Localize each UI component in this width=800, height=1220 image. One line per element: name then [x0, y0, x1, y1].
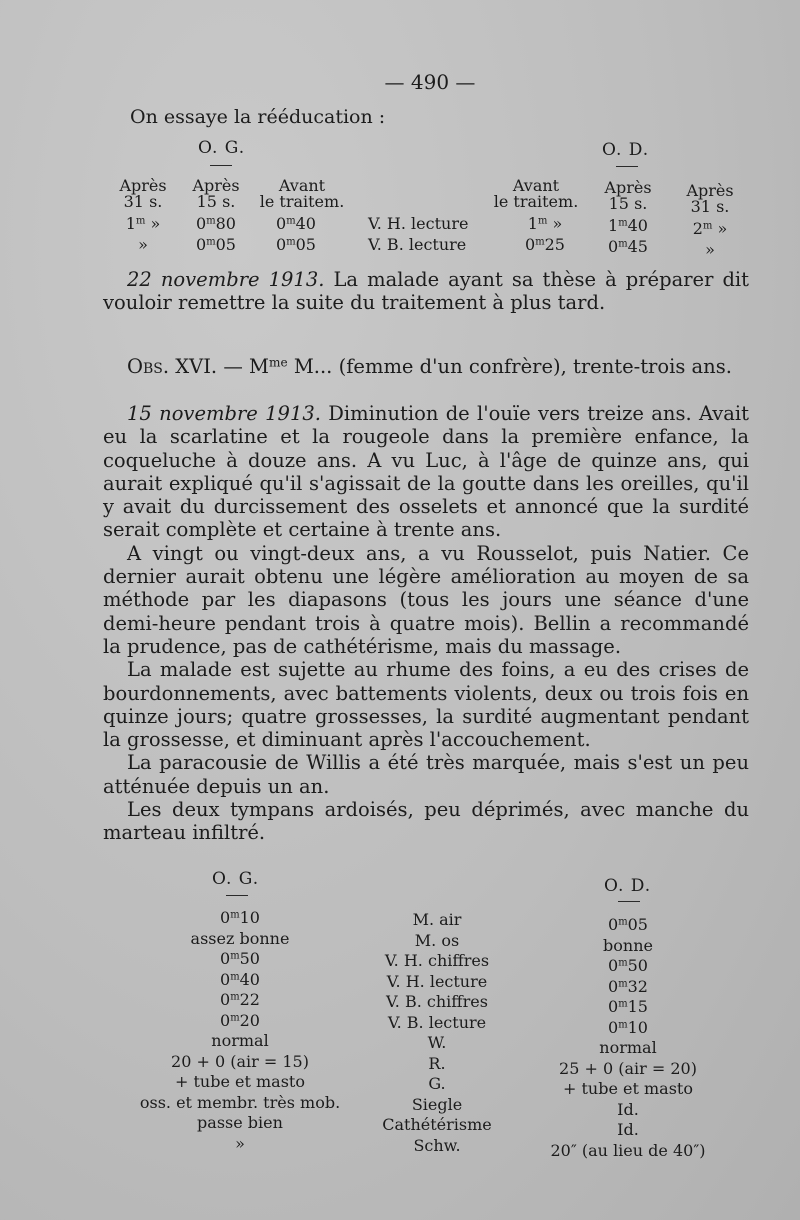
table1-od-rule	[616, 166, 638, 167]
t1-left-col1-r2: »	[138, 235, 148, 254]
table2-right-cell: 0$^m$32	[608, 976, 648, 996]
table2-og-header: O. G.	[212, 869, 260, 889]
table2-left-cell: normal	[211, 1031, 269, 1050]
t1-right-col2-r2: 0$^m$45	[608, 237, 648, 256]
table2-left-cell: passe bien	[197, 1113, 283, 1132]
table2-og-rule	[226, 895, 248, 896]
t1-right-col2-h1: Après	[604, 178, 652, 197]
table2-right-cell: normal	[599, 1038, 657, 1057]
table2-right-cell: bonne	[603, 935, 653, 955]
table2-left-cell: 0$^m$10	[220, 908, 260, 927]
para-rhume: La malade est sujette au rhume des foins, a eu des crises de bourdonnements, avec battements violents, deux ou trois fois en quinze jours; quatre grossesses, la surdité augmentant pendant la grossesse, et diminuant après l'accouchement.	[103, 658, 749, 752]
table2-right-cell: 0$^m$05	[608, 915, 648, 934]
table2-mid-cell: R.	[428, 1053, 446, 1073]
table2-right-cell: Id.	[617, 1099, 639, 1119]
para2-text: Diminution de l'ouïe vers treize ans. Avait eu la scarlatine et la rougeole dans la première enfance, la coqueluche à douze ans. A vu Luc, à l'âge de quinze ans, qui aurait expliqué qu'il s'agissait de la goutte dans les oreilles, qu'il y avait du durcissement des osselets et annoncé que la surdité serait complète et certaine à trente ans.	[103, 402, 749, 542]
para-rousselot: A vingt ou vingt-deux ans, a vu Rousselot, puis Natier. Ce dernier aurait obtenu une légère amélioration au moyen de sa méthode par les diapasons (tous les jours une séance d'une demi-heure pendant trois à quatre mois). Bellin a recommandé la prudence, pas de cathétérisme, mais du massage.	[103, 541, 749, 658]
table1-og-rule	[210, 165, 232, 166]
t1-right-col1-r2: 0$^m$25	[525, 235, 565, 254]
date-22-novembre: 22 novembre 1913.	[127, 268, 325, 291]
t1-right-col1-h2: le traitem.	[493, 192, 579, 211]
t1-right-col2-h2: 15 s.	[608, 194, 648, 213]
t1-left-col2-r2: 0$^m$05	[196, 235, 236, 254]
paragraph-22-novembre	[103, 268, 749, 315]
table2-mid-cell: M. os	[414, 930, 460, 950]
t1-mid-r1: V. H. lecture	[368, 214, 469, 233]
table2-mid-cell: W.	[427, 1033, 447, 1052]
table2-left-cell: 0$^m$22	[220, 990, 260, 1009]
t1-left-col2-h2: 15 s.	[196, 192, 236, 211]
table2-middle-column	[352, 910, 522, 1156]
table2-right-cell: 0$^m$10	[608, 1017, 648, 1037]
t1-left-col1-r1: 1$^m$ »	[125, 214, 161, 233]
t1-left-col3-r1: 0$^m$40	[276, 214, 316, 233]
table2-right-cell: 25 + 0 (air = 20)	[559, 1058, 697, 1078]
table1-od-header: O. D.	[602, 140, 650, 160]
table2-mid-cell: G.	[428, 1074, 446, 1093]
para-15-novembre	[103, 402, 749, 542]
para-tympans: Les deux tympans ardoisés, peu déprimés, avec manche du marteau infiltré.	[103, 798, 749, 845]
page-number: — 490 —	[384, 70, 476, 94]
table2-left-cell: 20 + 0 (air = 15)	[171, 1051, 309, 1071]
date-15-novembre: 15 novembre 1913.	[127, 402, 321, 425]
table2-od-header: O. D.	[604, 876, 652, 896]
table2-right-cell: Id.	[617, 1120, 639, 1139]
table2-left-cell: + tube et masto	[175, 1072, 305, 1091]
t1-right-col3-h2: 31 s.	[690, 197, 730, 216]
table2-left-cell: assez bonne	[190, 928, 290, 948]
t1-left-col2-h1: Après	[192, 176, 240, 195]
t1-right-col1-h1: Avant	[512, 176, 560, 195]
table2-left-cell: 0$^m$20	[220, 1010, 260, 1030]
t1-right-col3-r2: »	[705, 240, 715, 259]
table2-right-cell: 0$^m$15	[608, 997, 648, 1016]
para-paracousie: La paracousie de Willis a été très marquée, mais s'est un peu atténuée depuis un an.	[103, 751, 749, 798]
table1-og-header: O. G.	[198, 138, 246, 158]
observation-heading	[103, 355, 749, 378]
table2-mid-cell: Cathétérisme	[382, 1115, 492, 1134]
table2-right-cell: 20″ (au lieu de 40″)	[550, 1140, 706, 1160]
t1-left-col1-h2: 31 s.	[123, 192, 163, 211]
table2-left-cell: oss. et membr. très mob.	[139, 1092, 341, 1112]
table2-left-column	[120, 908, 360, 1154]
table2-left-cell: 0$^m$40	[220, 969, 260, 989]
obs-label: Obs. XVI.	[127, 355, 218, 378]
table2-left-cell: »	[235, 1133, 245, 1153]
t1-right-col1-r1: 1$^m$ »	[527, 214, 563, 233]
table2-mid-cell: V. H. chiffres	[384, 951, 490, 970]
table2-mid-cell: Siegle	[411, 1094, 463, 1114]
para1-text: La malade ayant sa thèse à préparer dit vouloir remettre la suite du traitement à plus tard.	[103, 268, 749, 315]
t1-left-col3-h1: Avant	[278, 176, 326, 195]
t1-left-col3-r2: 0$^m$05	[276, 235, 316, 254]
table2-mid-cell: Schw.	[413, 1135, 461, 1155]
table2-mid-cell: V. B. lecture	[387, 1012, 487, 1032]
table2-right-cell: 0$^m$50	[608, 956, 648, 975]
intro-line: On essaye la rééducation :	[130, 106, 386, 128]
table2-mid-cell: V. B. chiffres	[386, 992, 488, 1011]
t1-mid-r2: V. B. lecture	[368, 235, 467, 254]
table2-right-column	[520, 915, 736, 1161]
t1-right-col3-h1: Après	[686, 181, 734, 200]
table2-mid-cell: M. air	[412, 910, 462, 929]
body-text	[103, 402, 749, 845]
table2-od-rule	[618, 901, 640, 902]
t1-right-col3-r1: 2$^m$ »	[692, 219, 728, 238]
t1-left-col1-h1: Après	[119, 176, 167, 195]
table2-mid-cell: V. H. lecture	[386, 971, 488, 991]
table2-left-cell: 0$^m$50	[220, 949, 260, 968]
t1-left-col3-h2: le traitem.	[259, 192, 345, 211]
obs-text: — $M^{me}$ M... (femme d'un confrère), trente-trois ans.	[217, 355, 732, 378]
table2-right-cell: + tube et masto	[563, 1079, 693, 1098]
t1-right-col2-r1: 1$^m$40	[608, 216, 648, 235]
t1-left-col2-r1: 0$^m$80	[196, 214, 236, 233]
